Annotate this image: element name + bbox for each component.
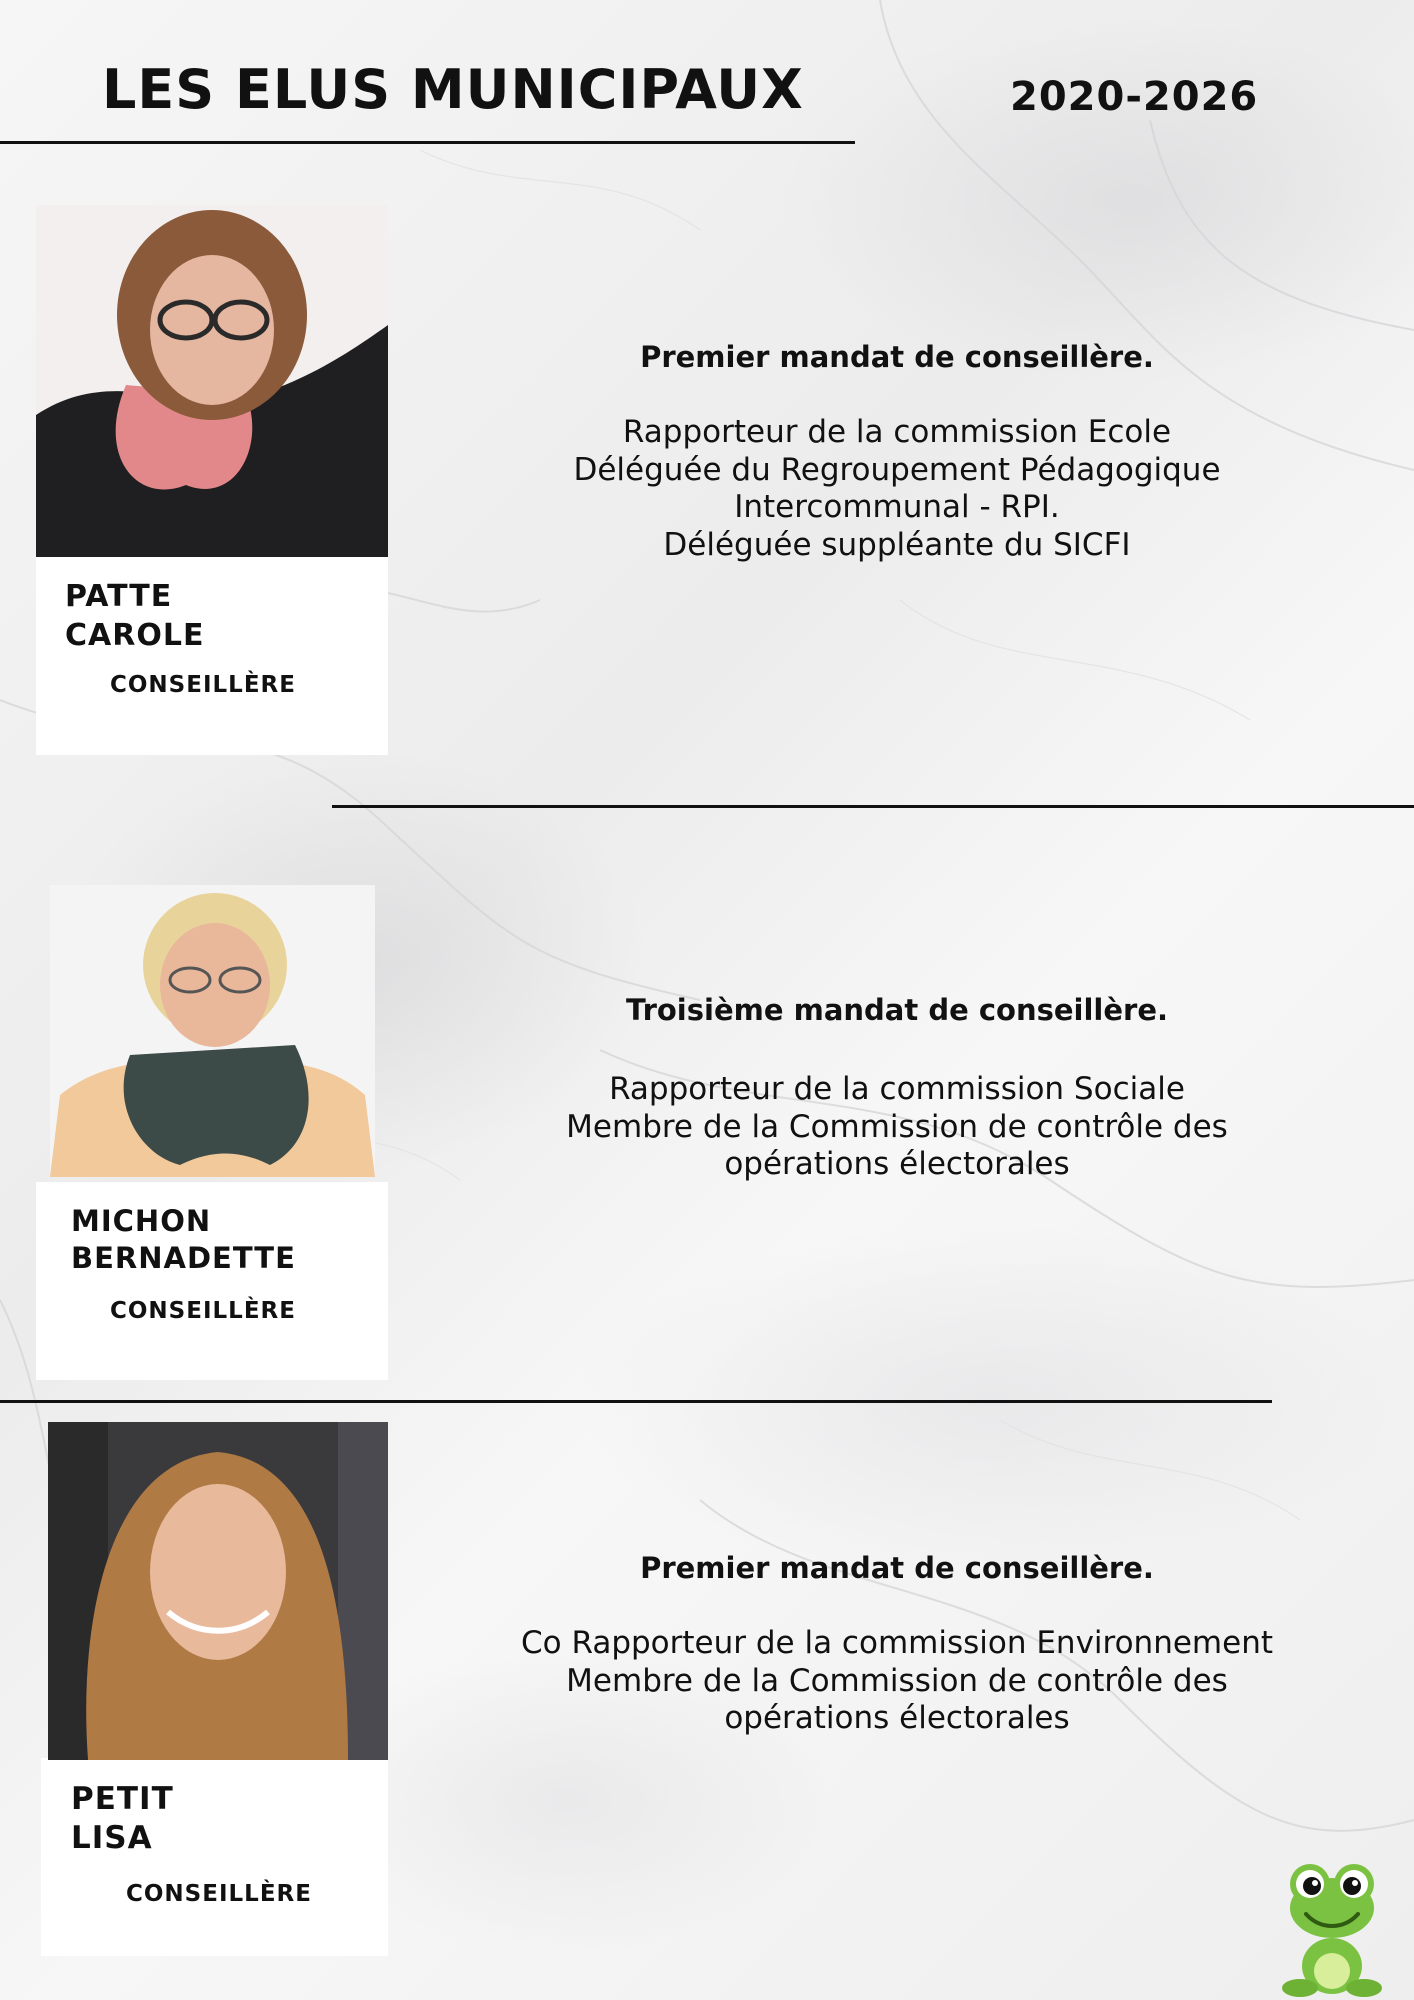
mandate-label: Premier mandat de conseillère.	[640, 1551, 1154, 1585]
section-divider	[0, 1400, 1272, 1403]
mandate-label: Troisième mandat de conseillère.	[625, 993, 1169, 1027]
duty-line: Rapporteur de la commission Ecole	[622, 414, 1172, 450]
member-photo-patte	[36, 205, 388, 557]
duty-line: opérations électorales	[724, 1700, 1070, 1736]
member-description-patte	[447, 340, 1347, 564]
member-description-michon	[447, 993, 1347, 1184]
header-divider	[0, 141, 855, 144]
duty-line: Intercommunal - RPI.	[734, 489, 1060, 525]
member-last-name: PATTE	[65, 579, 173, 614]
portrait-image	[48, 1422, 388, 1760]
portrait-image	[36, 205, 388, 557]
duty-line: Membre de la Commission de contrôle des	[566, 1108, 1228, 1145]
member-photo-michon	[50, 885, 375, 1177]
member-role: CONSEILLÈRE	[110, 1298, 296, 1324]
duty-line: opérations électorales	[724, 1146, 1070, 1182]
member-last-name: MICHON	[71, 1204, 212, 1238]
section-divider	[332, 805, 1414, 808]
frog-mascot-icon	[1280, 1856, 1384, 2000]
mandate-label: Premier mandat de conseillère.	[640, 340, 1154, 374]
member-name-michon	[71, 1203, 296, 1277]
duty-line: Déléguée du Regroupement Pédagogique	[573, 451, 1221, 488]
member-name-petit	[71, 1780, 174, 1858]
duty-line: Membre de la Commission de contrôle des	[566, 1662, 1228, 1699]
member-first-name: BERNADETTE	[71, 1241, 296, 1275]
term-years: 2020-2026	[1010, 74, 1259, 120]
page-title: LES ELUS MUNICIPAUX	[102, 58, 804, 121]
member-photo-petit	[48, 1422, 388, 1760]
duty-line: Déléguée suppléante du SICFI	[663, 526, 1131, 563]
portrait-image	[50, 885, 375, 1177]
member-last-name: PETIT	[71, 1781, 174, 1817]
duty-line: Rapporteur de la commission Sociale	[609, 1071, 1185, 1107]
member-name-patte	[65, 577, 204, 655]
member-first-name: LISA	[71, 1820, 153, 1856]
member-role: CONSEILLÈRE	[126, 1881, 312, 1907]
member-role: CONSEILLÈRE	[110, 672, 296, 698]
member-description-petit	[447, 1551, 1347, 1738]
member-first-name: CAROLE	[65, 618, 205, 653]
duty-line: Co Rapporteur de la commission Environnement	[521, 1625, 1273, 1661]
